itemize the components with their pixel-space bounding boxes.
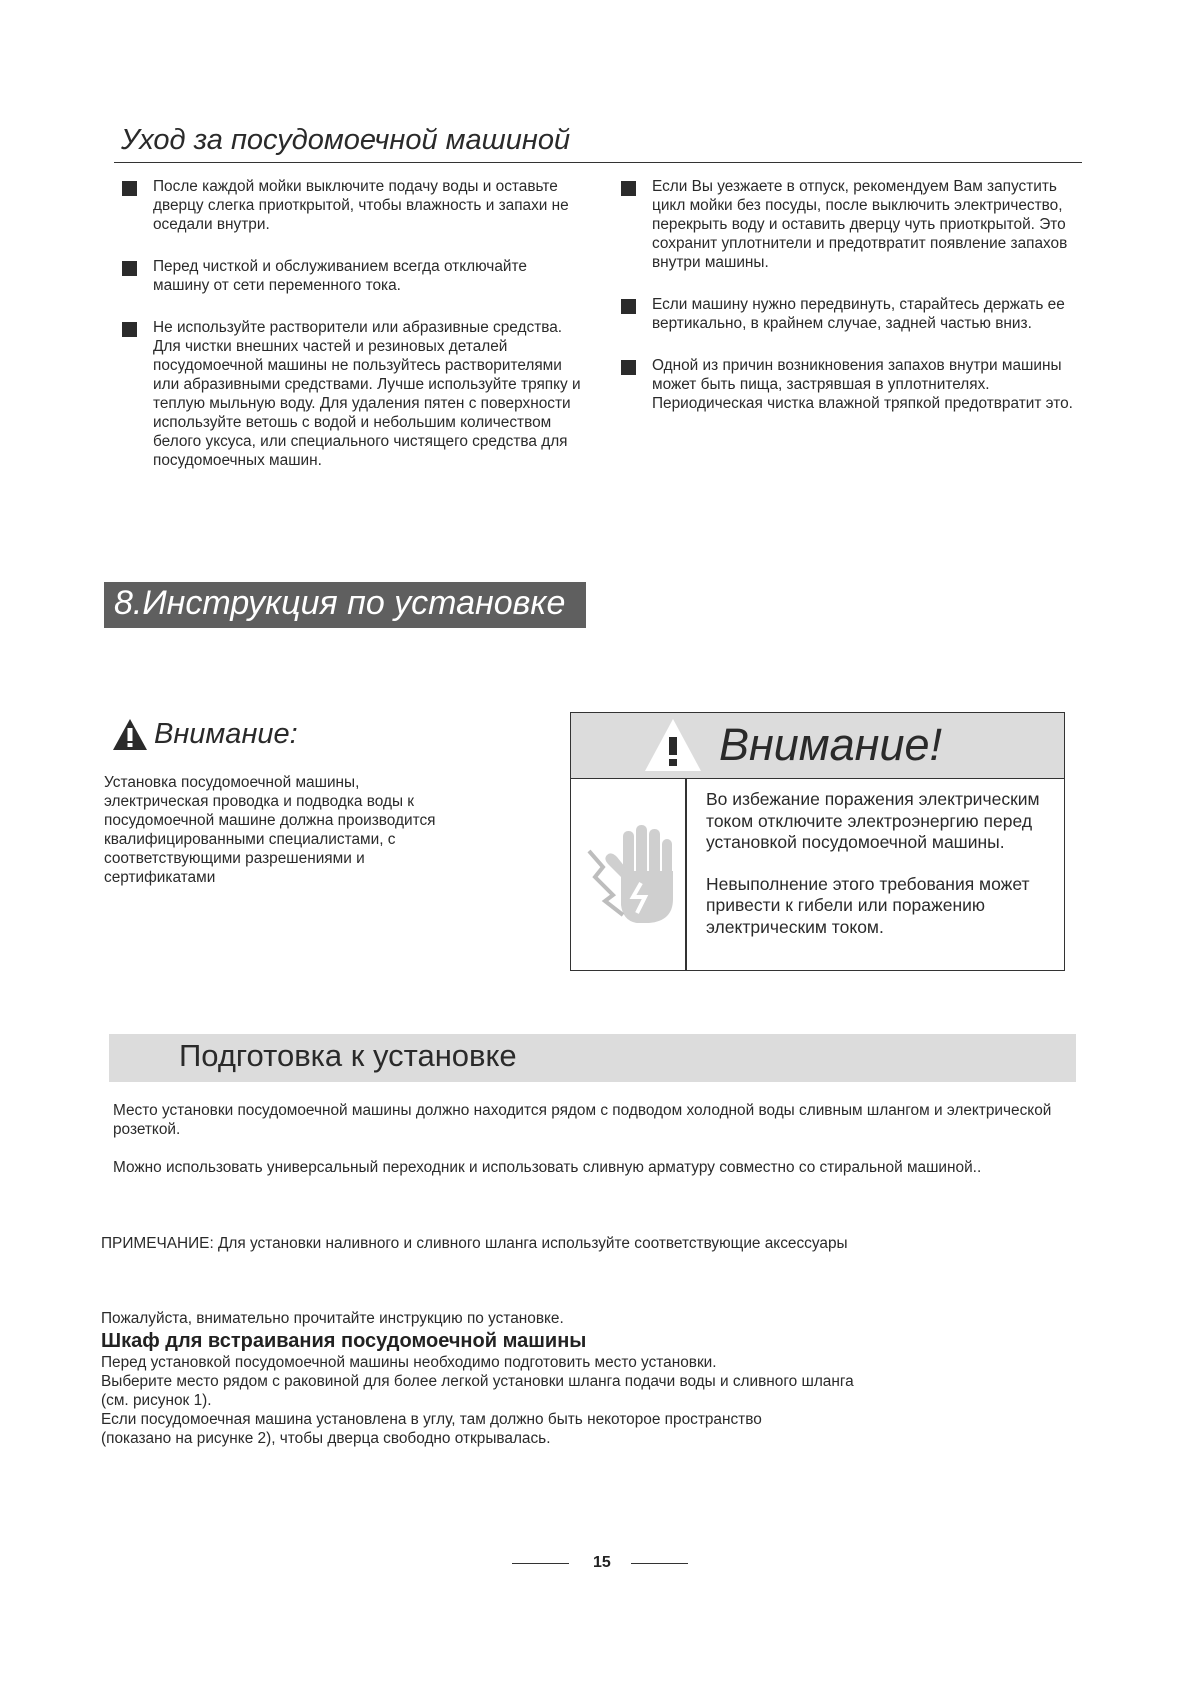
list-item (621, 356, 1083, 413)
bullet-square-icon (621, 299, 636, 314)
warning-triangle-icon (643, 717, 703, 773)
care-title-rule (114, 162, 1082, 163)
bullet-square-icon (122, 181, 137, 196)
read-instructions-text: Пожалуйста, внимательно прочитайте инструкцию по установке. (101, 1310, 564, 1327)
list-item (122, 177, 582, 234)
prep-section-title: Подготовка к установке (179, 1038, 517, 1073)
prep-section-header (109, 1034, 1076, 1082)
page-number: 15 (593, 1554, 611, 1571)
warning-text-2: Невыполнение этого требования может привести к гибели или поражению электрическим током. (706, 873, 1030, 937)
cabinet-line: Перед установкой посудомоечной машины необходимо подготовить место установки. (101, 1354, 717, 1371)
attention-title: Внимание: (154, 718, 298, 750)
list-item (621, 177, 1083, 272)
bullet-square-icon (122, 261, 137, 276)
list-item (621, 295, 1083, 333)
cabinet-line: (показано на рисунке 2), чтобы дверца свободно открывалась. (101, 1430, 551, 1447)
page-number-rule-left (512, 1563, 569, 1564)
section-8-header (104, 582, 586, 628)
attention-heading (112, 718, 298, 751)
list-item (122, 318, 582, 470)
warning-box-title: Внимание! (719, 719, 943, 770)
warning-box-body (706, 789, 1056, 958)
section-8-title: 8.Инструкция по установке (114, 584, 566, 622)
warning-box (570, 712, 1065, 971)
list-item-text: Одной из причин возникновения запахов внутри машины может быть пища, застрявшая в уплотнителях. Периодическая чистка влажной тряпкой предотвратит это. (652, 357, 1073, 412)
cabinet-line: (см. рисунок 1). (101, 1392, 212, 1409)
care-section-title: Уход за посудомоечной машиной (121, 124, 571, 156)
cabinet-line: Выберите место рядом с раковиной для более легкой установки шланга подачи воды и сливного шланга (101, 1373, 854, 1390)
warning-triangle-icon (112, 718, 148, 751)
page-number-rule-right (631, 1563, 688, 1564)
warning-box-divider (685, 779, 687, 970)
cabinet-line: Если посудомоечная машина установлена в углу, там должно быть некоторое пространство (101, 1411, 762, 1428)
list-item-text: Не используйте растворители или абразивные средства. Для чистки внешних частей и резиновых деталей посудомоечной машины не пользуйтесь растворителями или абразивными средствами. Лучше используйте тряпку и теплую мыльную воду. Для удаления пятен с поверхности используйте ветошь с водой и небольшим количеством белого уксуса, или специального чистящего средства для посудомоечных машин. (153, 319, 581, 469)
list-item-text: Если машину нужно передвинуть, старайтесь держать ее вертикально, в крайнем случае, задней частью вниз. (652, 296, 1065, 332)
care-left-column (122, 177, 582, 493)
prep-paragraph-1: Место установки посудомоечной машины должно находится рядом с подводом холодной воды сливным шлангом и электрической розеткой. (113, 1102, 1052, 1138)
list-item-text: Если Вы уезжаете в отпуск, рекомендуем Вам запустить цикл мойки без посуды, после выключить электричество, перекрыть воду и оставить дверцу чуть приоткрытой. Это сохранит уплотнители и предотвратит появление запахов внутри машины. (652, 178, 1068, 271)
list-item-text: После каждой мойки выключите подачу воды и оставьте дверцу слегка приоткрытой, чтобы влажность и запахи не оседали внутри. (153, 178, 569, 233)
attention-text: Установка посудомоечной машины, электрическая проводка и подводка воды к посудомоечной машине должна производится квалифицированными специалистами, с соответствующими разрешениями и сертификатами (104, 774, 436, 886)
bullet-square-icon (122, 322, 137, 337)
list-item-text: Перед чисткой и обслуживанием всегда отключайте машину от сети переменного тока. (153, 258, 527, 294)
warning-box-header (571, 713, 1064, 779)
bullet-square-icon (621, 360, 636, 375)
cabinet-section-body (101, 1353, 1001, 1448)
cabinet-section-title: Шкаф для встраивания посудомоечной машины (101, 1330, 587, 1352)
prep-note: ПРИМЕЧАНИЕ: Для установки наливного и сливного шланга используйте соответствующие аксессуары (101, 1235, 848, 1252)
care-right-column (621, 177, 1083, 436)
prep-paragraph-2: Можно использовать универсальный переходник и использовать сливную арматуру совместно со стиральной машиной.. (113, 1159, 982, 1176)
bullet-square-icon (621, 181, 636, 196)
list-item (122, 257, 582, 295)
electric-shock-hand-icon (583, 821, 679, 931)
warning-text-1: Во избежание поражения электрическим током отключите электроэнергию перед установкой посудомоечной машины. (706, 789, 1040, 852)
